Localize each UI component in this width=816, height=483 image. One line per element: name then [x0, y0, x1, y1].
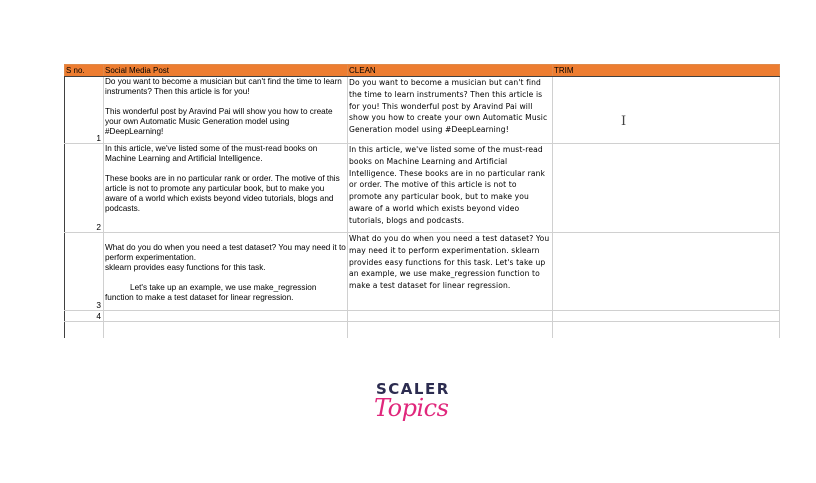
header-trim[interactable]: TRIM: [553, 65, 780, 77]
data-table: [64, 64, 780, 338]
table-row: [65, 77, 780, 144]
cell-clean[interactable]: [348, 311, 553, 322]
cell-post[interactable]: In this article, we've listed some of the must-read books on Machine Learning and Artificial Intelligence. These books are in no particular rank or order. The motive of this article is not to promote any particular book, but to make you aware of a world which exists beyond video tutorials, blogs and podcasts.: [104, 144, 348, 233]
header-sno[interactable]: S no.: [65, 65, 104, 77]
cell-clean[interactable]: In this article, we've listed some of the must-read books on Machine Learning and Artificial Intelligence. These books are in no particular rank or order. The motive of this article is not to promote any particular book, but to make you aware of a world which exists beyond video tutorials, blogs and podcasts.: [348, 144, 553, 233]
table-row: [65, 322, 780, 339]
header-social-media-post[interactable]: Social Media Post: [104, 65, 348, 77]
cell-trim[interactable]: [553, 144, 780, 233]
cell-trim[interactable]: [553, 322, 780, 339]
cell-clean[interactable]: What do you do when you need a test dataset? You may need it to perform experimentation. sklearn provides easy functions for this task. Let's take up an example, we use make_regression function to make a test dataset for linear regression.: [348, 233, 553, 311]
cell-sno[interactable]: [65, 322, 104, 339]
cell-post[interactable]: What do you do when you need a test dataset? You may need it to perform experimentation. sklearn provides easy functions for this task. Let's take up an example, we use make_regression function to make a test dataset for linear regression.: [104, 233, 348, 311]
cell-trim[interactable]: [553, 77, 780, 144]
cell-post[interactable]: [104, 311, 348, 322]
logo-scaler-text: SCALER: [376, 380, 450, 398]
cell-sno[interactable]: 4: [65, 311, 104, 322]
cell-clean[interactable]: Do you want to become a musician but can't find the time to learn instruments? Then this article is for you! This wonderful post by Aravind Pai will show you how to create your own Automatic Music Generation model using #DeepLearning!: [348, 77, 553, 144]
text-cursor-icon: I: [621, 114, 627, 129]
table-row: [65, 233, 780, 311]
logo-topics-text: Topics: [374, 394, 449, 422]
scaler-topics-logo: [370, 380, 450, 440]
cell-trim[interactable]: [553, 311, 780, 322]
cell-clean[interactable]: [348, 322, 553, 339]
spreadsheet: [64, 64, 780, 338]
table-row: [65, 311, 780, 322]
header-clean[interactable]: CLEAN: [348, 65, 553, 77]
cell-trim[interactable]: [553, 233, 780, 311]
cell-post[interactable]: [104, 322, 348, 339]
table-row: [65, 144, 780, 233]
header-row: [65, 65, 780, 77]
cell-post[interactable]: Do you want to become a musician but can't find the time to learn instruments? Then this article is for you! This wonderful post by Aravind Pai will show you how to create your own Automatic Music Generation model using #DeepLearning!: [104, 77, 348, 144]
cell-sno[interactable]: 2: [65, 144, 104, 233]
cell-sno[interactable]: 3: [65, 233, 104, 311]
cell-sno[interactable]: 1: [65, 77, 104, 144]
